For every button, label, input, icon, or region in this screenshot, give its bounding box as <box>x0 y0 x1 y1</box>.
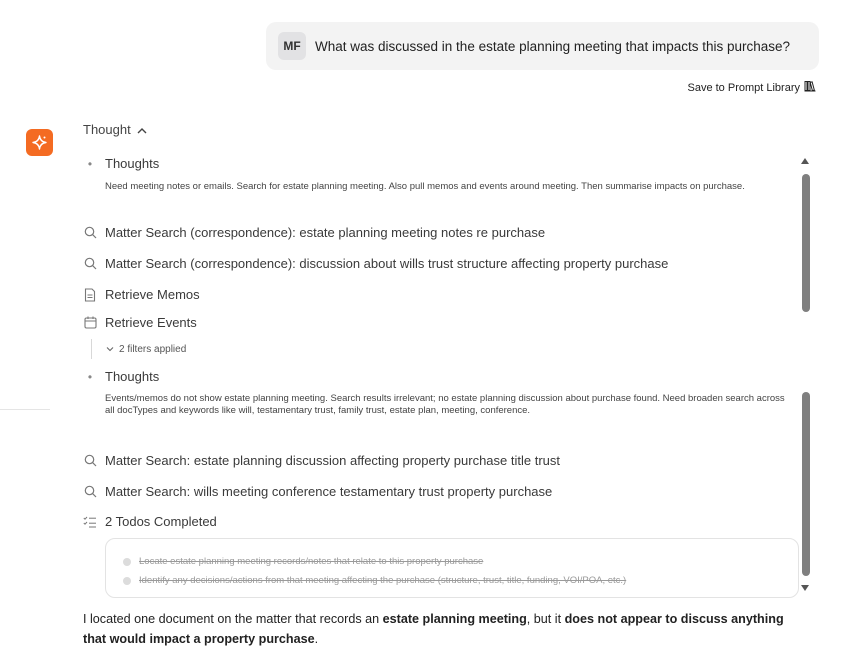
todos-step[interactable] <box>83 514 217 529</box>
thought-steps-panel[interactable] <box>83 150 819 598</box>
search-icon <box>83 485 97 499</box>
assistant-answer <box>83 609 803 649</box>
thoughts-body: Events/memos do not show estate planning meeting. Search results irrelevant; no estate planning discussion about purchase found. Need broaden search across all docTypes and keywords like will, testamentary trust, family trust, estate plan, meeting, conference. <box>105 393 785 417</box>
thoughts-title: Thoughts <box>105 369 160 384</box>
todo-item <box>123 575 626 586</box>
answer-emphasis: estate planning meeting <box>382 612 527 626</box>
retrieve-memos-step[interactable] <box>83 287 200 302</box>
answer-text: , but it <box>526 612 565 626</box>
filters-label: 2 filters applied <box>119 343 187 355</box>
thoughts-step-2 <box>83 369 159 384</box>
retrieve-memos-label: Retrieve Memos <box>105 287 200 302</box>
search-step-label: Matter Search: wills meeting conference testamentary trust property purchase <box>105 484 553 499</box>
search-step-label: Matter Search: estate planning discussion affecting property purchase title trust <box>105 453 561 468</box>
scrollbar-thumb[interactable] <box>802 392 810 576</box>
search-step-2[interactable] <box>83 256 668 271</box>
assistant-sparkle-icon <box>26 129 53 156</box>
retrieve-events-label: Retrieve Events <box>105 315 197 330</box>
bullet-icon: • <box>87 369 93 384</box>
document-icon <box>83 288 97 302</box>
scroll-down-arrow-icon[interactable] <box>801 585 809 591</box>
thoughts-title: Thoughts <box>105 156 160 171</box>
answer-text: . <box>314 632 319 646</box>
thought-toggle[interactable] <box>83 122 147 137</box>
thought-toggle-label: Thought <box>83 122 131 137</box>
answer-text: I located one document on the matter that records an <box>83 612 383 626</box>
search-step-4[interactable] <box>83 484 552 499</box>
bullet-icon: • <box>87 156 93 171</box>
left-divider <box>0 409 50 410</box>
search-icon <box>83 226 97 240</box>
todo-text: Identify any decisions/actions from that meeting affecting the purchase (structure, trust, title, funding, VOI/POA, etc.) <box>139 575 627 586</box>
todo-text: Locate estate planning meeting records/notes that relate to this property purchase <box>139 556 484 567</box>
todo-status-icon <box>123 558 131 566</box>
retrieve-events-step[interactable] <box>83 315 197 330</box>
search-icon <box>83 454 97 468</box>
checklist-icon <box>83 515 97 529</box>
scrollbar-thumb[interactable] <box>802 174 810 312</box>
chevron-up-icon <box>137 122 147 137</box>
todo-status-icon <box>123 577 131 585</box>
todo-item <box>123 556 483 567</box>
thoughts-step-1 <box>83 156 159 171</box>
search-step-1[interactable] <box>83 225 545 240</box>
user-avatar: MF <box>278 32 306 60</box>
calendar-icon <box>83 316 97 330</box>
scroll-up-arrow-icon[interactable] <box>801 158 809 164</box>
search-step-3[interactable] <box>83 453 560 468</box>
library-icon <box>804 80 816 95</box>
user-message-bubble <box>266 22 819 70</box>
answer-emphasis: does not appear to discuss anything that would impact a property purchase <box>83 612 784 646</box>
chevron-down-icon <box>106 344 114 355</box>
save-to-prompt-library-button[interactable] <box>688 80 817 95</box>
todos-label: 2 Todos Completed <box>105 514 217 529</box>
search-icon <box>83 257 97 271</box>
user-message-text: What was discussed in the estate planning meeting that impacts this purchase? <box>315 38 791 54</box>
search-step-label: Matter Search (correspondence): estate planning meeting notes re purchase <box>105 225 546 240</box>
thoughts-body: Need meeting notes or emails. Search for estate planning meeting. Also pull memos and events around meeting. Then summarise impacts on purchase. <box>105 181 745 192</box>
save-prompt-label: Save to Prompt Library <box>687 81 800 94</box>
todo-list <box>105 538 799 598</box>
filters-applied-toggle[interactable] <box>91 339 186 359</box>
search-step-label: Matter Search (correspondence): discussion about wills trust structure affecting property purchase <box>105 256 669 271</box>
